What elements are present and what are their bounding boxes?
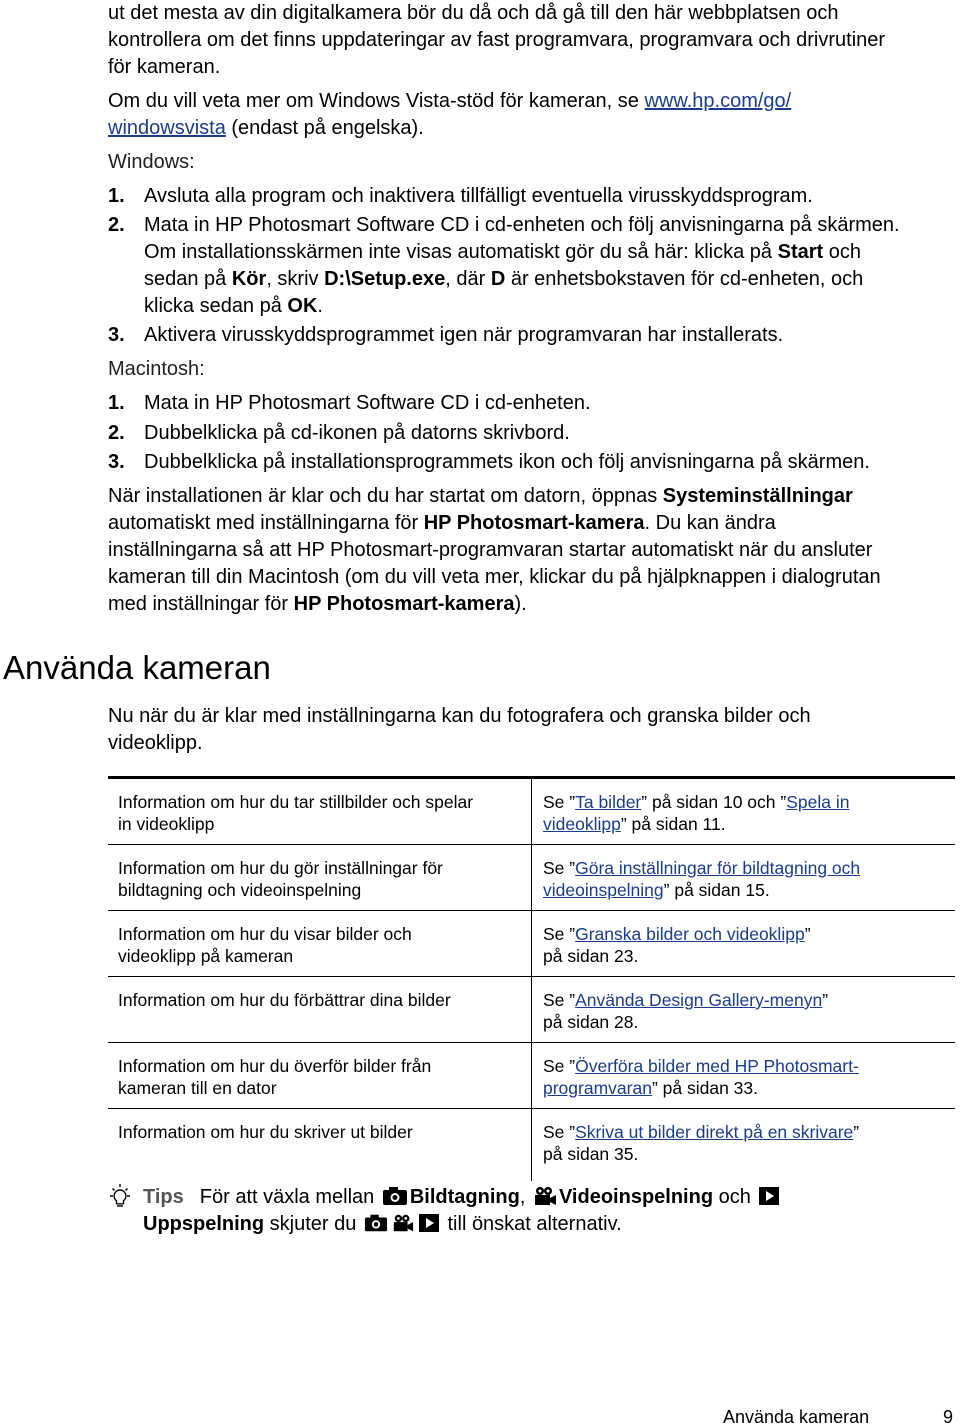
footer-section: Använda kameran (723, 1407, 870, 1427)
after-text: automatiskt med inställningarna för (108, 512, 424, 534)
hp-photosmart-kamera-term: HP Photosmart-kamera (423, 512, 645, 534)
ref-text: på sidan 23. (543, 946, 639, 966)
ref-link-skriva-ut[interactable]: Skriva ut bilder direkt på en skrivare (575, 1122, 854, 1142)
ref-link-design-gallery[interactable]: Använda Design Gallery-menyn (575, 990, 823, 1010)
section-title: Använda kameran (3, 649, 271, 686)
ref-text: på sidan 35. (543, 1144, 639, 1164)
ref-link-gora-installningar[interactable]: Göra inställningar för bildtagning och (575, 858, 861, 878)
videoinspelning-term: Videoinspelning (558, 1186, 714, 1208)
table-cell-ref (532, 1043, 956, 1109)
step-number: 2. (108, 214, 125, 236)
windows-step-1 (108, 183, 813, 210)
table-cell-topic (108, 1109, 532, 1182)
table-cell-topic (108, 845, 532, 911)
detail-text: Om installationsskärmen inte visas automatiskt gör du så här: klicka på (144, 241, 778, 263)
kor-term: Kör (231, 268, 267, 290)
table-row (108, 1043, 955, 1109)
after-text: . Du kan ändra (644, 512, 776, 534)
table-row (108, 845, 955, 911)
step-number: 3. (108, 324, 125, 346)
step-text: Dubbelklicka på installationsprogrammets ikon och följ anvisningarna på skärmen. (144, 451, 870, 473)
page-number: 9 (943, 1407, 954, 1427)
tip-text: För att växla mellan (199, 1186, 380, 1208)
windows-step-2-detail-1 (144, 239, 861, 266)
detail-text: , där (445, 268, 491, 290)
ref-text: Se ” (543, 924, 576, 944)
bildtagning-term: Bildtagning (409, 1186, 520, 1208)
tip-text: till önskat alternativ. (441, 1213, 622, 1235)
detail-text: och (823, 241, 861, 263)
ref-link-spela-in-cont[interactable]: videoklipp (543, 814, 621, 834)
after-line-4: kameran till din Macintosh (om du vill veta mer, klickar du på hjälpknappen i dialogrutan (108, 566, 881, 588)
table-cell-topic (108, 977, 532, 1043)
systeminstallningar-term: Systeminställningar (662, 485, 853, 507)
intro-line-1: ut det mesta av din digitalkamera bör du då och då gå till den här webbplatsen och (108, 2, 839, 24)
ok-term: OK (287, 295, 318, 317)
step-text: Aktivera virusskyddsprogrammet igen när programvaran har installerats. (144, 324, 784, 346)
info-table (108, 776, 955, 1181)
step-text: Dubbelklicka på cd-ikonen på datorns skrivbord. (144, 422, 570, 444)
video-camera-icon (392, 1213, 414, 1241)
detail-text: klicka sedan på (144, 295, 288, 317)
vista-link[interactable]: www.hp.com/go/ (644, 90, 792, 112)
table-row (108, 977, 955, 1043)
tip-text: och (713, 1186, 757, 1208)
mac-step-3 (108, 449, 870, 476)
topic-text: Information om hur du visar bilder och (118, 924, 412, 944)
ref-text: Se ” (543, 990, 576, 1010)
playback-icon (758, 1186, 780, 1214)
table-cell-ref (532, 845, 956, 911)
video-camera-icon (533, 1186, 557, 1214)
detail-text: är enhetsbokstaven för cd-enheten, och (505, 268, 864, 290)
ref-link-overfora-bilder[interactable]: Överföra bilder med HP Photosmart- (575, 1056, 859, 1076)
ref-link-ta-bilder[interactable]: Ta bilder (575, 792, 642, 812)
topic-text: bildtagning och videoinspelning (118, 880, 362, 900)
step-text: Avsluta alla program och inaktivera tillfälligt eventuella virusskyddsprogram. (144, 185, 813, 207)
topic-text: Information om hur du gör inställningar för (118, 858, 443, 878)
playback-icon (418, 1213, 440, 1241)
vista-paragraph (108, 88, 791, 115)
windows-heading: Windows: (108, 151, 195, 173)
ref-text: Se ” (543, 1122, 576, 1142)
hp-photosmart-kamera-term: HP Photosmart-kamera (293, 593, 515, 615)
tip-text: skjuter du (264, 1213, 362, 1235)
setup-term: D:\Setup.exe (324, 268, 446, 290)
ref-text: ” på sidan 11. (620, 814, 726, 834)
ref-text: ” (804, 924, 811, 944)
ref-text: ” (853, 1122, 860, 1142)
table-row (108, 778, 955, 845)
after-line-3: inställningarna så att HP Photosmart-programvaran startar automatiskt när du ansluter (108, 539, 873, 561)
step-number: 1. (108, 185, 125, 207)
tip-label: Tips (143, 1186, 184, 1208)
ref-link-granska-bilder[interactable]: Granska bilder och videoklipp (575, 924, 805, 944)
windows-step-2 (108, 212, 900, 239)
after-text: ). (514, 593, 527, 615)
table-cell-topic (108, 1043, 532, 1109)
step-text: Mata in HP Photosmart Software CD i cd-enheten och följ anvisningarna på skärmen. (144, 214, 900, 236)
detail-text: . (317, 295, 323, 317)
after-line-1 (108, 483, 853, 510)
ref-text: Se ” (543, 858, 576, 878)
ref-text: Se ” (543, 1056, 576, 1076)
detail-text: sedan på (144, 268, 232, 290)
step-text: Mata in HP Photosmart Software CD i cd-enheten. (144, 392, 591, 414)
detail-text: , skriv (266, 268, 325, 290)
topic-text: Information om hur du skriver ut bilder (118, 1122, 413, 1142)
windows-step-2-detail-2 (144, 266, 863, 293)
intro-line-3: för kameran. (108, 56, 221, 78)
table-cell-topic (108, 778, 532, 845)
table-cell-ref (532, 977, 956, 1043)
after-text: När installationen är klar och du har startat om datorn, öppnas (108, 485, 663, 507)
topic-text: Information om hur du tar stillbilder och spelar (118, 792, 474, 812)
mac-heading: Macintosh: (108, 358, 205, 380)
after-text: med inställningar för (108, 593, 294, 615)
camera-icon (382, 1186, 408, 1214)
ref-text: ” på sidan 15. (663, 880, 770, 900)
topic-text: kameran till en dator (118, 1078, 277, 1098)
intro-line-2: kontrollera om det finns uppdateringar av fast programvara, programvara och drivrutiner (108, 29, 886, 51)
tip-line-1 (143, 1184, 782, 1214)
section-intro-1: Nu när du är klar med inställningarna kan du fotografera och granska bilder och (108, 705, 811, 727)
table-row (108, 911, 955, 977)
tip-line-2 (143, 1211, 622, 1241)
drive-letter: D (490, 268, 506, 290)
table-cell-topic (108, 911, 532, 977)
topic-text: in videoklipp (118, 814, 215, 834)
topic-text: videoklipp på kameran (118, 946, 294, 966)
windows-step-3 (108, 322, 783, 349)
section-intro-2: videoklipp. (108, 732, 203, 754)
topic-text: Information om hur du överför bilder från (118, 1056, 432, 1076)
lightbulb-icon (106, 1183, 134, 1213)
ref-link-spela-in[interactable]: Spela in (786, 792, 850, 812)
step-number: 1. (108, 392, 125, 414)
after-line-5 (108, 591, 527, 618)
step-number: 2. (108, 422, 125, 444)
vista-post: (endast på engelska). (225, 117, 424, 139)
vista-paragraph-2 (108, 115, 424, 142)
after-line-2 (108, 510, 776, 537)
ref-link-gora-installningar-cont[interactable]: videoinspelning (543, 880, 664, 900)
table-cell-ref (532, 778, 956, 845)
table-cell-ref (532, 911, 956, 977)
uppspelning-term: Uppspelning (143, 1213, 265, 1235)
step-number: 3. (108, 451, 125, 473)
table-row (108, 1109, 955, 1182)
ref-text: ” (822, 990, 829, 1010)
windows-step-2-detail-3 (144, 293, 323, 320)
start-term: Start (777, 241, 824, 263)
table-cell-ref (532, 1109, 956, 1182)
ref-text: ” på sidan 10 och ” (641, 792, 787, 812)
tip-text: , (519, 1186, 526, 1208)
vista-text: Om du vill veta mer om Windows Vista-stöd för kameran, se (108, 90, 645, 112)
ref-text: på sidan 28. (543, 1012, 639, 1032)
vista-link-cont[interactable]: windowsvista (108, 117, 226, 139)
mac-step-2 (108, 420, 570, 447)
mac-step-1 (108, 390, 591, 417)
camera-icon (364, 1213, 388, 1241)
topic-text: Information om hur du förbättrar dina bilder (118, 990, 451, 1010)
ref-text: Se ” (543, 792, 576, 812)
ref-link-overfora-bilder-cont[interactable]: programvaran (543, 1078, 652, 1098)
ref-text: ” på sidan 33. (651, 1078, 758, 1098)
